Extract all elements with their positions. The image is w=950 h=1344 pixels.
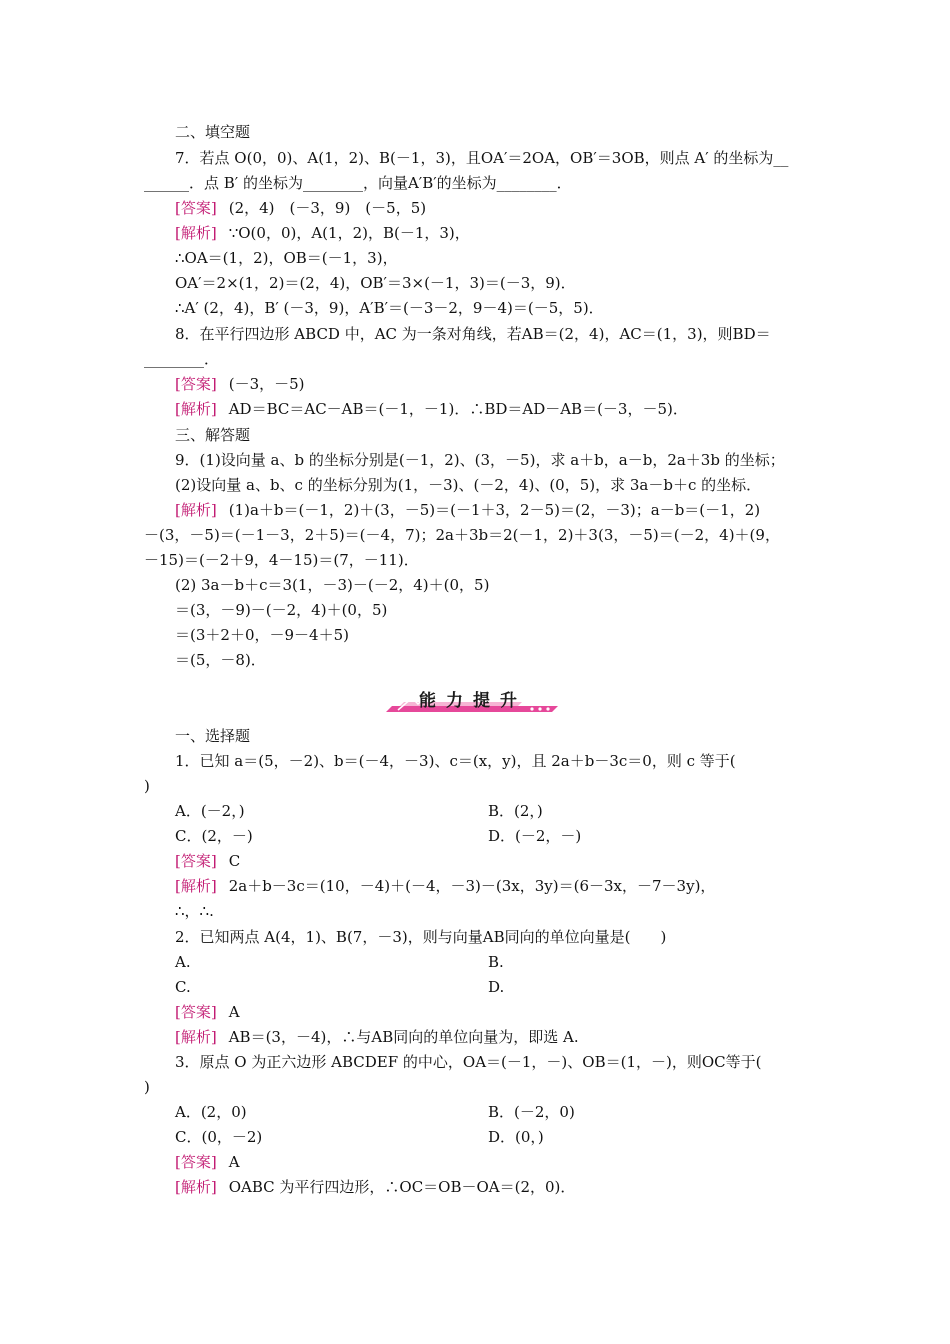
answer-tag: [答案] xyxy=(175,199,217,217)
q8-analysis-row xyxy=(175,399,688,419)
q9-analysis1: (1)a＋b＝(－1，2)＋(3，－5)＝(－1＋3，2－5)＝(2，－3)；a－b＝(－1，2) xyxy=(228,501,761,519)
q3-option-a: A．(2，0) xyxy=(175,1103,247,1121)
analysis-tag: [解析] xyxy=(175,1178,217,1196)
answer-tag: [答案] xyxy=(175,1003,217,1021)
q3-analysis1: OABC 为平行四边形，∴OC＝OB－OA＝(2，0)． xyxy=(228,1178,576,1196)
q3-answer-row xyxy=(175,1152,240,1172)
q7-answer-row xyxy=(175,198,426,218)
q7-analysis-row xyxy=(175,223,470,243)
answer-tag: [答案] xyxy=(175,375,217,393)
q2-answer-row xyxy=(175,1002,240,1022)
q3-option-d: D．(0，) xyxy=(488,1128,544,1146)
q7-analysis4: ∴A′ (2，4)，B′ (－3，9)，A′B′＝(－3－2，9－4)＝(－5，5)． xyxy=(175,299,604,317)
q1-answer-row xyxy=(175,851,240,871)
q3-answer: A xyxy=(228,1153,240,1171)
q1-answer: C xyxy=(228,852,241,870)
analysis-tag: [解析] xyxy=(175,400,217,418)
q1-option-a: A．(－2，) xyxy=(175,802,245,820)
q9-analysis3: －15)＝(－2＋9，4－15)＝(7，－11)． xyxy=(144,551,419,569)
q1-line2: ) xyxy=(144,777,150,795)
answer-tag: [答案] xyxy=(175,1153,217,1171)
q9-line1: 9．(1)设向量 a、b 的坐标分别是(－1，2)、(3，－5)，求 a＋b，a－b，2a＋3b 的坐标； xyxy=(175,451,785,469)
analysis-tag: [解析] xyxy=(175,1028,217,1046)
q2-option-d: D. xyxy=(488,978,505,996)
analysis-tag: [解析] xyxy=(175,501,217,519)
q7-analysis1: ∵O(0，0)，A(1，2)，B(－1，3)， xyxy=(228,224,470,242)
q7-analysis3: OA′＝2×(1，2)＝(2，4)，OB′＝3×(－1，3)＝(－3，9)． xyxy=(175,274,576,292)
q3-option-c: C．(0，－2) xyxy=(175,1128,263,1146)
q9-analysis5: ＝(3，－9)－(－2，4)＋(0，5) xyxy=(175,601,388,619)
q1-analysis-row xyxy=(175,876,715,896)
q9-line2: (2)设向量 a、b、c 的坐标分别为(1，－3)、(－2，4)、(0，5)，求 3a－b＋c 的坐标． xyxy=(175,476,762,494)
q7-answer: (2，4) (－3，9) (－5，5) xyxy=(228,199,427,217)
q3-line2: ) xyxy=(144,1078,150,1096)
section-heading-fill: 二、填空题 xyxy=(175,123,251,141)
q2-option-a: A. xyxy=(175,953,191,971)
q2-line1: 2．已知两点 A(4，1)、B(7，－3)，则与向量AB同向的单位向量是( ) xyxy=(175,928,667,946)
q1-line1: 1．已知 a＝(5，－2)、b＝(－4，－3)、c＝(x，y)，且 2a＋b－3c＝0，则 c 等于( xyxy=(175,752,736,770)
q2-analysis1: AB＝(3，－4)，∴与AB同向的单位向量为，即选 A. xyxy=(228,1028,579,1046)
q9-analysis2: －(3，－5)＝(－1－3，2＋5)＝(－4，7)；2a＋3b＝2(－1，2)＋3(3，－5)＝(－2，4)＋(9， xyxy=(144,526,780,544)
q2-option-c: C. xyxy=(175,978,191,996)
q9-analysis4: (2) 3a－b＋c＝3(1，－3)－(－2，4)＋(0，5) xyxy=(175,576,490,594)
q8-line2: ________． xyxy=(144,350,220,368)
section-heading-choice: 一、选择题 xyxy=(175,727,251,745)
q9-analysis-row xyxy=(175,500,760,520)
q1-option-c: C．(2，－) xyxy=(175,827,253,845)
q3-option-b: B．(－2，0) xyxy=(488,1103,575,1121)
q1-analysis1: 2a＋b－3c＝(10，－4)＋(－4，－3)－(3x，3y)＝(6－3x，－7－3y)， xyxy=(228,877,716,895)
analysis-tag: [解析] xyxy=(175,224,217,242)
q1-option-b: B．(2，) xyxy=(488,802,543,820)
q8-analysis1: AD＝BC＝AC－AB＝(－1，－1)．∴BD＝AD－AB＝(－3，－5)． xyxy=(228,400,688,418)
q3-analysis-row xyxy=(175,1177,575,1197)
q1-option-d: D．(－2，－) xyxy=(488,827,582,845)
q3-line1: 3．原点 O 为正六边形 ABCDEF 的中心，OA＝(－1，－)、OB＝(1，－)，则OC等于( xyxy=(175,1053,762,1071)
section-heading-solve: 三、解答题 xyxy=(175,426,251,444)
q2-option-b: B. xyxy=(488,953,504,971)
q8-answer: (－3，－5) xyxy=(228,375,305,393)
q7-analysis2: ∴OA＝(1，2)，OB＝(－1，3)， xyxy=(175,249,398,267)
q9-analysis7: ＝(5，－8)． xyxy=(175,651,266,669)
q8-line1: 8．在平行四边形 ABCD 中，AC 为一条对角线，若AB＝(2，4)，AC＝(1，3)，则BD＝ xyxy=(175,325,771,343)
q7-line1: 7．若点 O(0，0)、A(1，2)、B(－1，3)，且OA′＝2OA，OB′＝3OB，则点 A′ 的坐标为__ xyxy=(175,149,789,167)
analysis-tag: [解析] xyxy=(175,877,217,895)
q8-answer-row xyxy=(175,374,305,394)
q7-line2: ______．点 B′ 的坐标为________，向量A′B′的坐标为________． xyxy=(144,174,572,192)
answer-tag: [答案] xyxy=(175,852,217,870)
q9-analysis6: ＝(3＋2＋0，－9－4＋5) xyxy=(175,626,349,644)
q2-answer: A xyxy=(228,1003,240,1021)
q1-analysis2: ∴，∴. xyxy=(175,902,214,920)
banner-title: 能力提升 xyxy=(419,691,527,711)
q2-analysis-row xyxy=(175,1027,579,1047)
section-banner xyxy=(382,684,564,714)
